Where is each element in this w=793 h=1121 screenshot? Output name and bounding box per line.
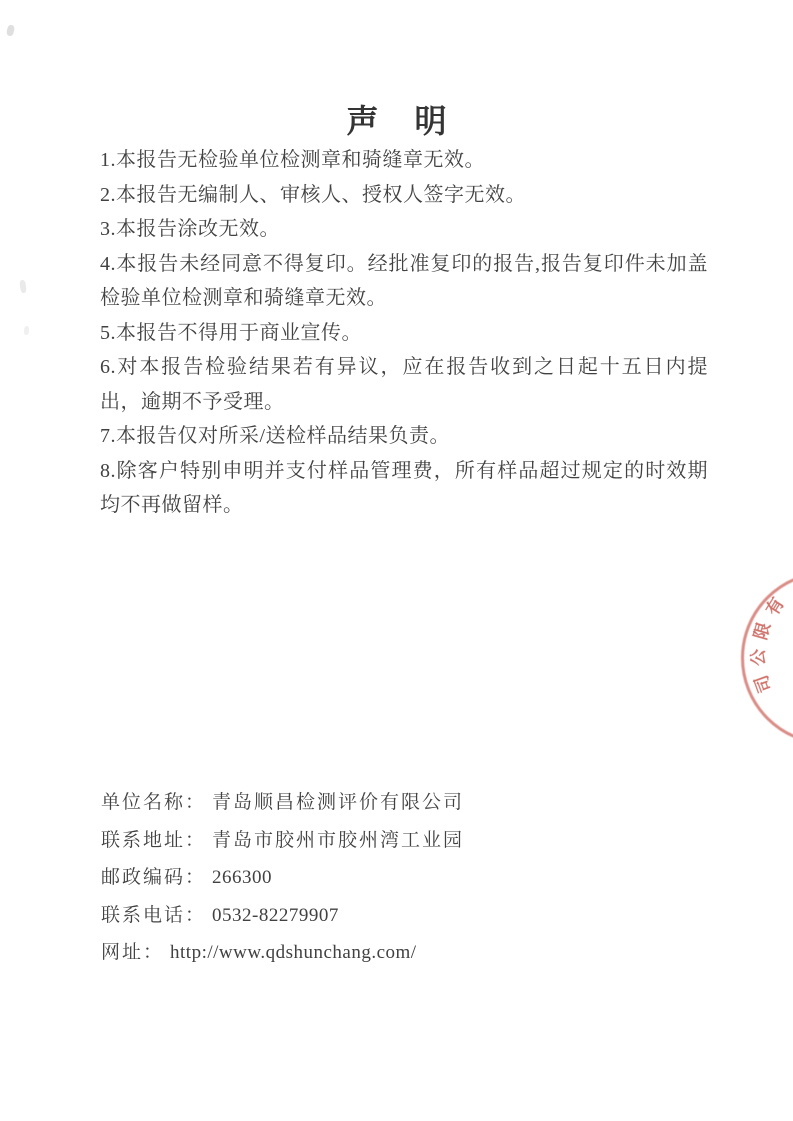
address-label: 联系地址： [101, 829, 207, 851]
contact-info [101, 784, 661, 972]
phone-value: 0532-82279907 [212, 904, 339, 926]
website-label: 网址： [101, 942, 165, 963]
page-title: 声 明 [346, 103, 461, 139]
contact-row-phone [101, 897, 661, 935]
scan-artifact [19, 280, 27, 294]
scan-artifact [24, 326, 30, 335]
website-value: http://www.qdshunchang.com/ [170, 942, 417, 963]
postcode-value: 266300 [212, 867, 273, 888]
contact-row-postcode [101, 859, 661, 897]
address-value: 青岛市胶州市胶州湾工业园 [212, 829, 465, 851]
statement-item-7: 7.本报告仅对所采/送检样品结果负责。 [100, 425, 451, 447]
company-name-label: 单位名称： [101, 792, 207, 813]
statement-item-3: 3.本报告涂改无效。 [100, 218, 280, 240]
seal-char: 公 [748, 648, 769, 667]
phone-label: 联系电话： [101, 904, 207, 926]
statement-item-2: 2.本报告无编制人、审核人、授权人签字无效。 [100, 183, 526, 206]
statement-item-5: 5.本报告不得用于商业宣传。 [100, 321, 362, 344]
statement-list [100, 143, 708, 523]
seal-char: 司 [751, 672, 776, 696]
postcode-label: 邮政编码： [101, 867, 207, 888]
statement-item-6: 6.对本报告检验结果若有异议，应在报告收到之日起十五日内提出，逾期不予受理。 [100, 356, 708, 413]
statement-item-4: 4.本报告未经同意不得复印。经批准复印的报告,报告复印件未加盖检验单位检测章和骑缝章无效。 [100, 252, 708, 309]
company-name-value: 青岛顺昌检测评价有限公司 [212, 792, 465, 813]
statement-item-8: 8.除客户特别申明并支付样品管理费，所有样品超过规定的时效期均不再做留样。 [100, 459, 708, 516]
statement-item-1: 1.本报告无检验单位检测章和骑缝章无效。 [100, 149, 485, 171]
seal-char: 限 [750, 620, 774, 642]
scan-artifact [6, 24, 15, 36]
company-seal-stamp [741, 571, 793, 745]
seal-char: 有 [762, 594, 788, 619]
contact-row-company [101, 784, 661, 822]
seal-ring [741, 571, 793, 745]
contact-row-website [101, 934, 661, 972]
contact-row-address [101, 822, 661, 860]
